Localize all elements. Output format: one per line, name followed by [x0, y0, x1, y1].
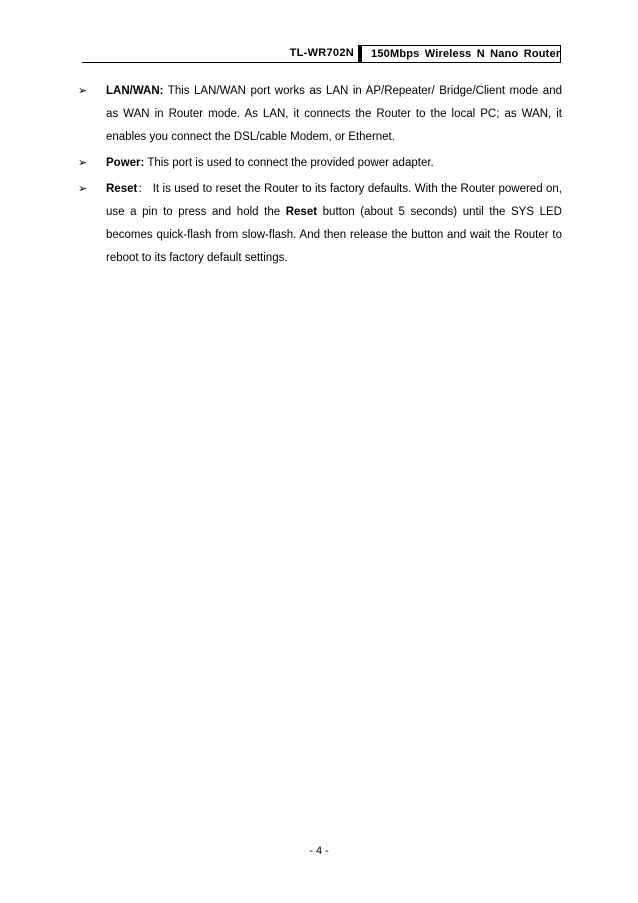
header-product-box — [358, 45, 561, 63]
arrow-bullet-icon: ➢ — [78, 85, 88, 97]
item-term: LAN/WAN: — [106, 85, 164, 97]
arrow-bullet-icon: ➢ — [78, 157, 88, 169]
item-text: ： It is used to reset the Router to its factory defaults. With the Router powered on, use a pin to press and hold the — [106, 183, 562, 218]
page-number: - 4 - — [309, 845, 329, 857]
item-term-inline: Reset — [285, 206, 318, 218]
list-item-lan-wan — [78, 80, 562, 149]
arrow-bullet-icon: ➢ — [78, 183, 88, 195]
page-header — [82, 45, 561, 63]
item-text: This port is used to connect the provided power adapter. — [144, 157, 434, 169]
header-product: 150Mbps Wireless N Nano Router — [371, 48, 561, 60]
item-text: button (about 5 seconds) until the SYS LED becomes quick-flash from slow-flash. And then release the button and wait the Router to reboot to its factory default settings. — [106, 206, 562, 264]
item-term: Power: — [106, 157, 145, 169]
header-model: TL-WR702N — [289, 47, 354, 59]
item-text: This LAN/WAN port works as LAN in AP/Repeater/ Bridge/Client mode and as WAN in Router mode. As LAN, it connects the Router to the local PC; as WAN, it enables you connect the DSL/cable Modem, or Ethernet. — [106, 85, 562, 143]
list-item-power — [78, 152, 562, 175]
item-term: Reset — [106, 183, 138, 195]
list-item-reset — [78, 178, 562, 270]
header-rule — [82, 62, 561, 64]
port-description-list — [78, 80, 562, 270]
